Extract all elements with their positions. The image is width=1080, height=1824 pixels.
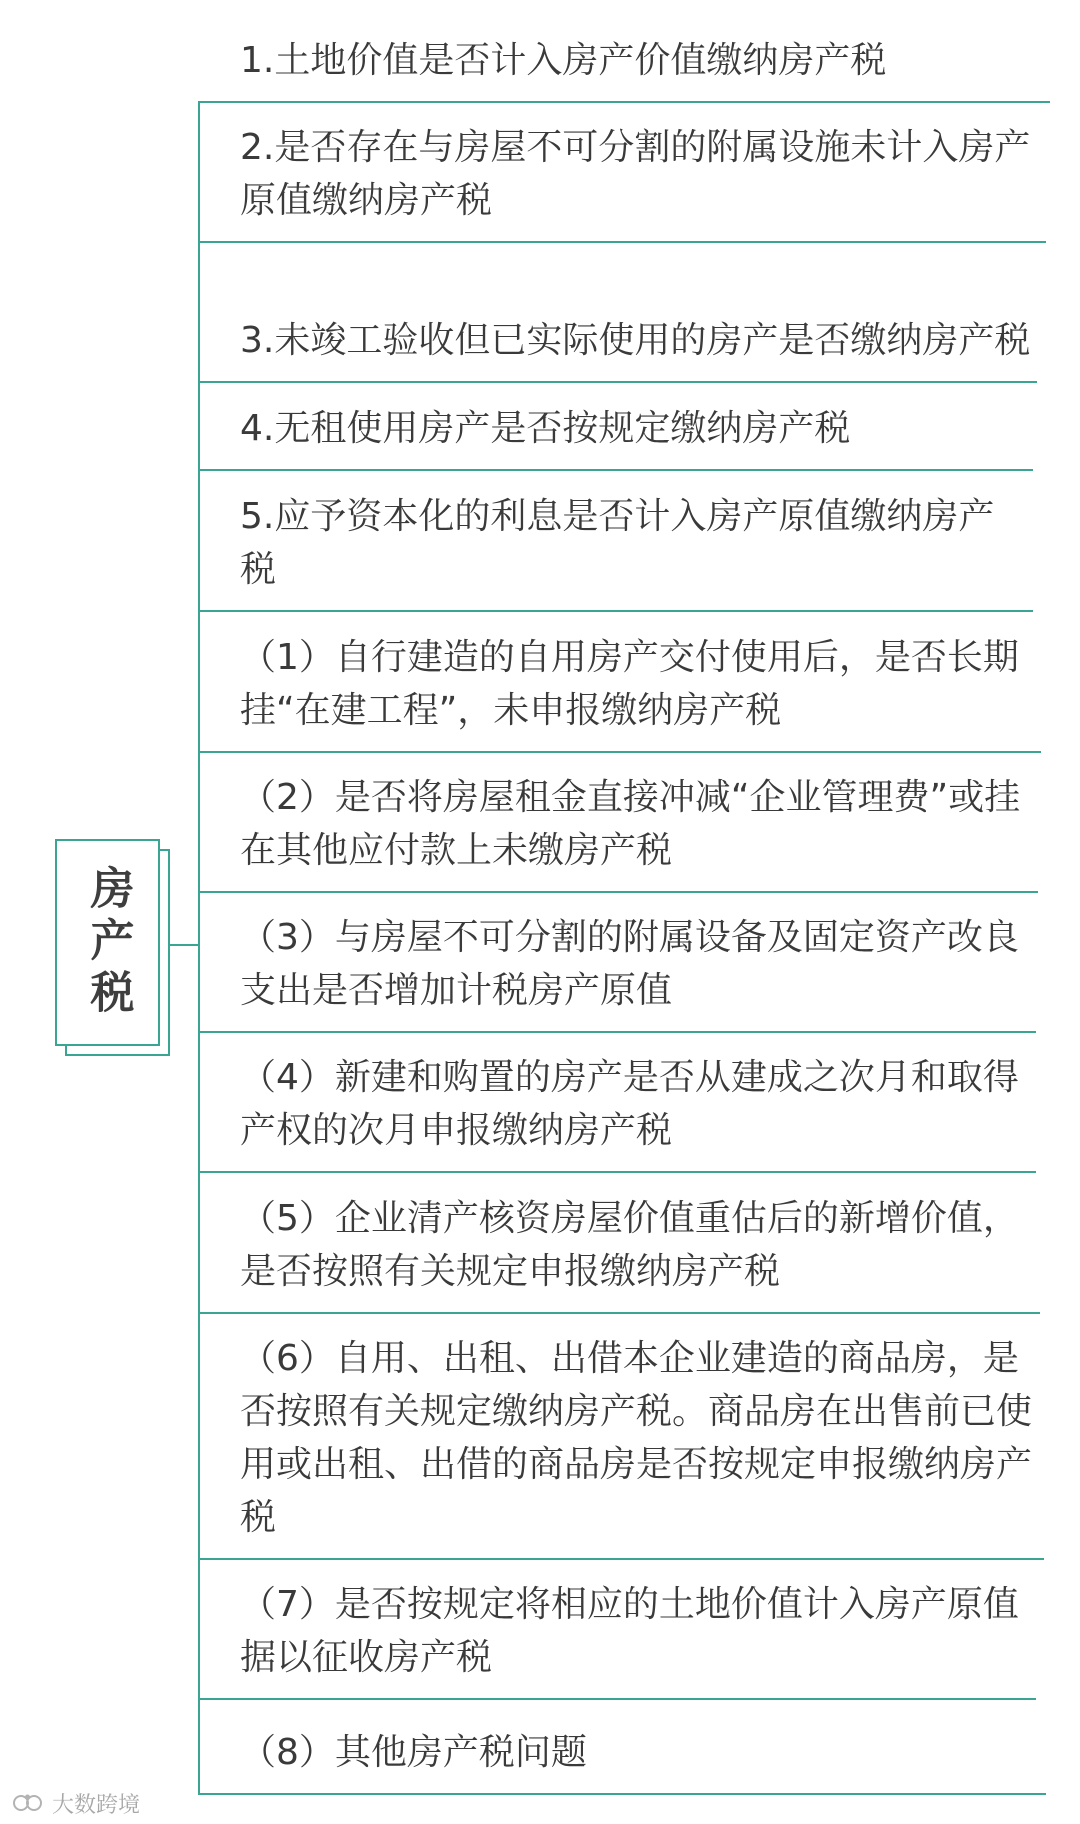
- logo-icon: [12, 1790, 46, 1816]
- branch-item-text: （7）是否按规定将相应的土地价值计入房产原值据以征收房产税: [240, 1584, 1019, 1678]
- branch-item-sub-1: [198, 610, 1041, 753]
- root-node: [55, 839, 160, 1046]
- branch-item-text: （1）自行建造的自用房产交付使用后，是否长期挂“在建工程”，未申报缴纳房产税: [240, 637, 1019, 731]
- branch-item-text: （6）自用、出租、出借本企业建造的商品房，是否按照有关规定缴纳房产税。商品房在出售前已使用或出租、出借的商品房是否按规定申报缴纳房产税: [240, 1338, 1033, 1538]
- branch-item-text: 4.无租使用房产是否按规定缴纳房产税: [240, 408, 851, 449]
- branch-item-text: 2.是否存在与房屋不可分割的附属设施未计入房产原值缴纳房产税: [240, 127, 1031, 221]
- branch-item-5: [198, 469, 1033, 612]
- root-connector-line: [170, 944, 199, 946]
- branch-item-2: [198, 101, 1046, 243]
- branch-item-3: [198, 241, 1037, 383]
- branch-item-text: 1.土地价值是否计入房产价值缴纳房产税: [240, 40, 887, 81]
- branch-item-sub-3: [198, 891, 1036, 1033]
- branch-item-sub-2: [198, 751, 1038, 893]
- branch-item-4: [198, 381, 1033, 471]
- branch-item-text: 5.应予资本化的利息是否计入房产原值缴纳房产税: [240, 496, 995, 590]
- branch-item-1: [198, 0, 1050, 103]
- branch-item-text: （3）与房屋不可分割的附属设备及固定资产改良支出是否增加计税房产原值: [240, 917, 1019, 1011]
- branch-item-sub-8: [198, 1698, 1046, 1795]
- branch-item-sub-6: [198, 1312, 1044, 1560]
- branch-item-text: （5）企业清产核资房屋价值重估后的新增价值，是否按照有关规定申报缴纳房产税: [240, 1198, 1019, 1292]
- branch-item-text: （2）是否将房屋租金直接冲减“企业管理费”或挂在其他应付款上未缴房产税: [240, 777, 1021, 871]
- branch-item-sub-4: [198, 1031, 1036, 1173]
- branch-item-sub-7: [198, 1558, 1036, 1700]
- watermark-text: 大数跨境: [52, 1792, 141, 1818]
- branch-item-text: （8）其他房产税问题: [240, 1732, 587, 1773]
- root-node-label: 房产税: [82, 864, 134, 1021]
- branch-item-sub-5: [198, 1171, 1040, 1314]
- branch-item-text: （4）新建和购置的房产是否从建成之次月和取得产权的次月申报缴纳房产税: [240, 1057, 1019, 1151]
- branch-item-text: 3.未竣工验收但已实际使用的房产是否缴纳房产税: [240, 320, 1031, 361]
- watermark: [12, 1788, 140, 1818]
